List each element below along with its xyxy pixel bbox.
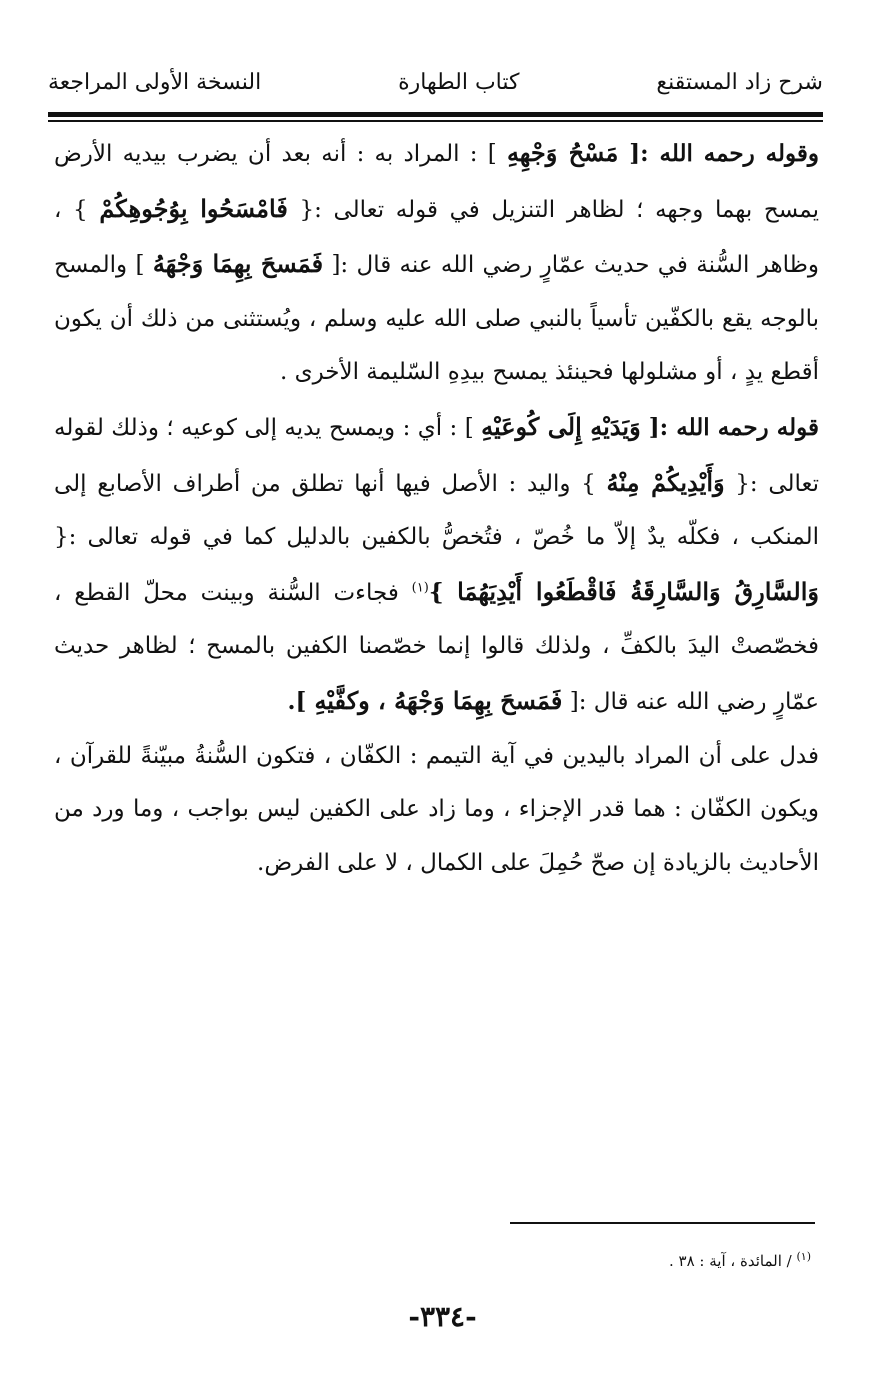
quote-intro: وقوله رحمه الله :[ [618, 140, 820, 167]
paragraph-wiping-hands [54, 400, 819, 730]
footnote-marker: (١) [796, 1250, 811, 1263]
paragraph-conclusion [54, 730, 819, 891]
text-run: ] : أي : ويمسح يديه إلى كوعيه ؛ وذلك لقوله تعالى :{ [54, 414, 820, 497]
page-number: -٣٣٤- [408, 1300, 477, 1333]
text-run: } واليد : الأصل فيها أنها تطلق من أطراف الأصابع إلى المنكب ، فكلّه يدٌ إلاّ ما خُصّ ، فتُخصُّ بالكفين بالدليل كما في قوله تعالى :{ [54, 470, 819, 551]
text-run: فدل على أن المراد باليدين في آية التيمم : الكفّان ، فتكون السُّنةُ مبيّنةً للقرآن ، ويكون الكفّان : هما قدر الإجزاء ، وما زاد على الكفين ليس بواجب ، وما ورد من الأحاديث بالزيادة إن صحّ حُمِلَ على الكمال ، لا على الفرض. [54, 742, 819, 876]
matn-quote: مَسْحُ وَجْهِهِ [506, 138, 619, 167]
header-chapter-title: كتاب الطهارة [398, 69, 520, 95]
text-run: فجاءت السُّنة وبينت محلّ القطع ، فخصّصتْ اليدَ بالكفِّ ، ولذلك قالوا إنما خصّصنا الكفين بالمسح ؛ لظاهر حديث عمّارٍ رضي الله عنه قال :[ [54, 579, 819, 715]
text-run: ]. [287, 687, 315, 715]
text-run: ] : المراد به : أنه بعد أن يضرب بيديه الأرض يمسح بهما وجهه ؛ لظاهر التنزيل في قوله تعالى :{ [54, 141, 819, 223]
header-book-title: شرح زاد المستقنع [656, 69, 823, 95]
hadith-quote: فَمَسحَ بِهِمَا وَجْهَهُ ، وكفَّيْهِ [314, 685, 563, 715]
text-run: ] والمسح بالوجه يقع بالكفّين تأسياً بالنبي صلى الله عليه وسلم ، ويُستثنى من ذلك أن يكون أقطع يدٍ ، أو مشلولها فحينئذ يمسح بيدِهِ السّليمة الأخرى . [54, 252, 819, 386]
main-text [54, 126, 819, 890]
footnote [669, 1250, 811, 1270]
paragraph-wiping-face [54, 126, 819, 400]
text-run: } ، وظاهر السُّنة في حديث عمّارٍ رضي الله عنه قال :[ [54, 196, 820, 279]
text-run: } [428, 578, 458, 606]
footnote-text: / المائدة ، آية : ٣٨ . [668, 1252, 797, 1270]
footnote-reference[interactable]: (١) [411, 580, 429, 596]
matn-quote: وَيَدَيْهِ إِلَى كُوعَيْهِ [481, 411, 641, 441]
quran-verse: وَالسَّارِقُ وَالسَّارِقَةُ فَاقْطَعُوا أَيْدِيَهُمَا [457, 576, 819, 606]
running-header [48, 62, 823, 102]
header-rule-thick [48, 112, 823, 117]
hadith-quote: فَمَسحَ بِهِمَا وَجْهَهُ [152, 249, 324, 279]
header-edition-note: النسخة الأولى المراجعة [48, 69, 262, 95]
quote-intro: قوله رحمه الله :[ [640, 413, 819, 441]
quran-verse: وَأَيْدِيكُمْ مِنْهُ [606, 467, 725, 497]
quran-verse: فَامْسَحُوا بِوُجُوهِكُمْ [99, 193, 288, 223]
footnote-separator [510, 1222, 815, 1224]
header-rule-thin [48, 120, 823, 122]
